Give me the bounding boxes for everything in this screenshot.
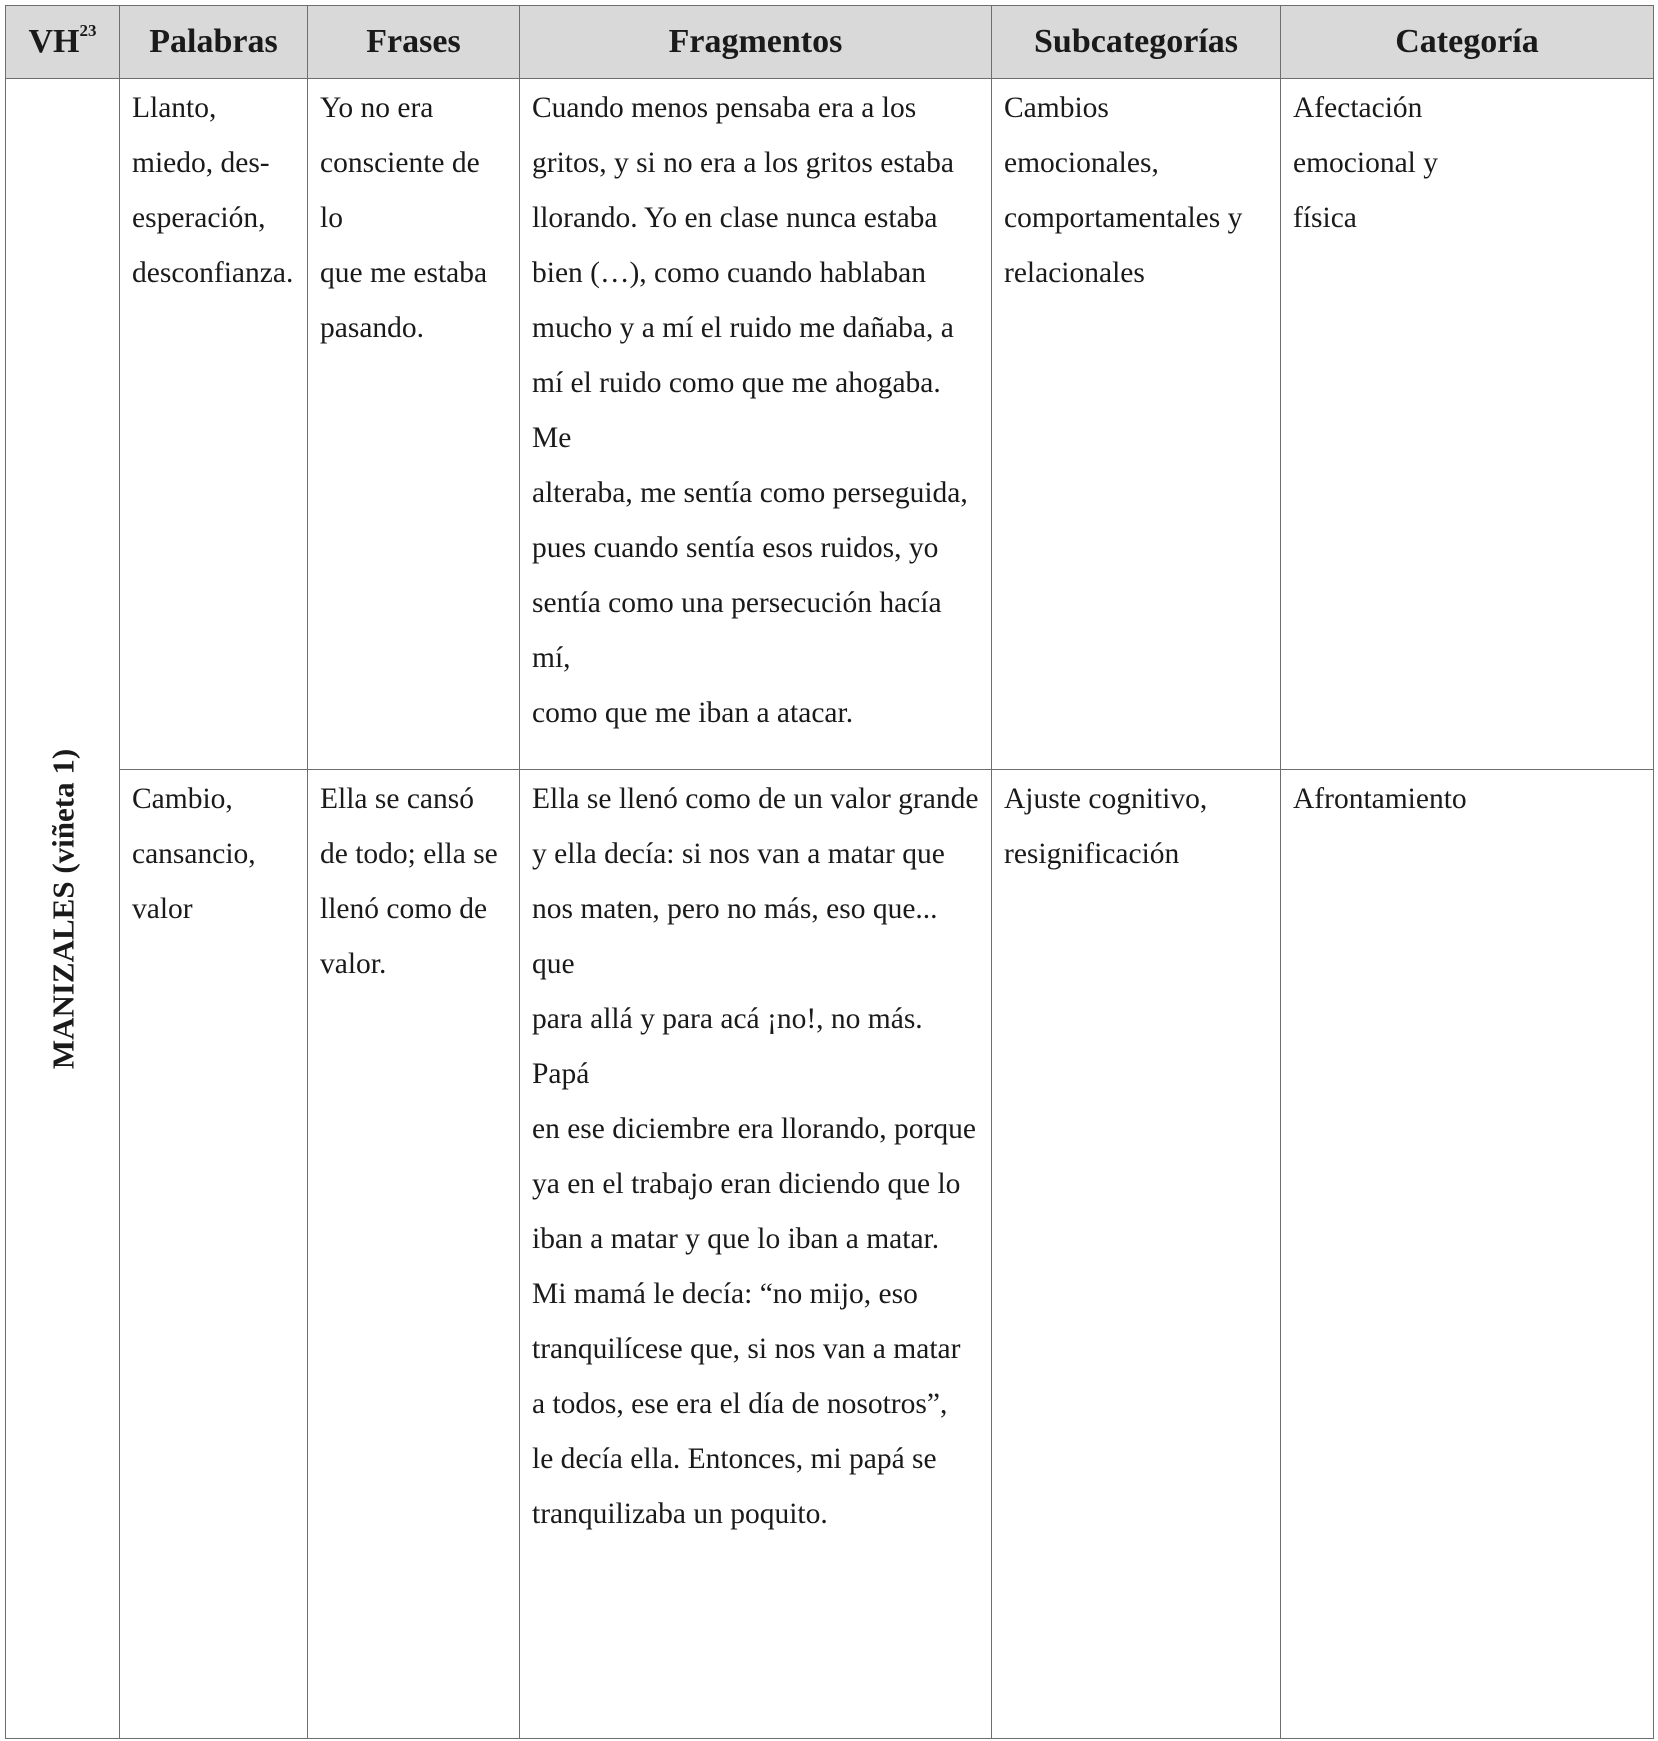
analysis-table [5,5,1654,1739]
cell-frases: Yo no era consciente de lo que me estaba pasando. [308,79,520,770]
cell-palabras: Llanto, miedo, des- esperación, desconfianza. [120,79,308,770]
header-palabras: Palabras [120,6,308,79]
table-row [6,79,1654,770]
vh-group-cell [6,79,120,1739]
cell-categoria: Afectación emocional y física [1281,79,1654,770]
header-categoria: Categoría [1281,6,1654,79]
group-label: MANIZALES (viñeta 1) [45,748,80,1069]
header-subcategorias: Subcategorías [992,6,1281,79]
cell-subcategorias: Cambios emocionales, comportamentales y relacionales [992,79,1281,770]
header-frases: Frases [308,6,520,79]
footnote-marker: 23 [79,20,97,40]
cell-subcategorias: Ajuste cognitivo, resignificación [992,770,1281,1739]
cell-fragmentos: Cuando menos pensaba era a los gritos, y si no era a los gritos estaba llorando. Yo en clase nunca estaba bien (…), como cuando hablaban mucho y a mí el ruido me dañaba, a mí el ruido como que me ahogaba. Me alteraba, me sentía como perseguida, pues cuando sentía esos ruidos, yo sentía como una persecución hacía mí, como que me iban a atacar. [520,79,992,770]
table-row [6,770,1654,1739]
header-fragmentos: Fragmentos [520,6,992,79]
cell-categoria: Afrontamiento [1281,770,1654,1739]
cell-frases: Ella se cansó de todo; ella se llenó como de valor. [308,770,520,1739]
header-vh: VH$^{23}$ [6,6,120,79]
header-row [6,6,1654,79]
cell-fragmentos: Ella se llenó como de un valor grande y ella decía: si nos van a matar que nos maten, pero no más, eso que... que para allá y para acá ¡no!, no más. Papá en ese diciembre era llorando, porque ya en el trabajo eran diciendo que lo iban a matar y que lo iban a matar. Mi mamá le decía: “no mijo, eso tranquilícese que, si nos van a matar a todos, ese era el día de nosotros”, le decía ella. Entonces, mi papá se tranquilizaba un poquito. [520,770,992,1739]
cell-palabras: Cambio, cansancio, valor [120,770,308,1739]
